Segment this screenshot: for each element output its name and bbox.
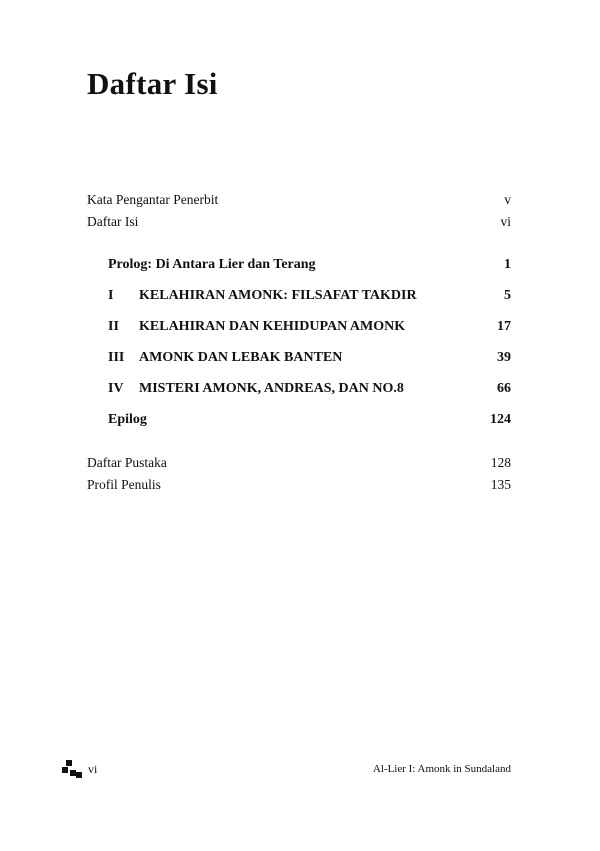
toc-entry-page: 128 (490, 455, 511, 470)
toc-entry-page: 1 (504, 257, 511, 272)
publisher-logo-icon (62, 760, 82, 778)
toc-entry-label: Daftar Pustaka (87, 455, 167, 470)
toc-entry-chapter-1[interactable] (108, 280, 511, 311)
toc-entry-page: vi (500, 214, 511, 229)
toc-entry-chapter-4[interactable] (108, 373, 511, 404)
chapter-number: I (108, 288, 114, 303)
chapter-number: III (108, 350, 125, 365)
toc-entry-page: v (504, 192, 511, 207)
chapter-number: IV (108, 381, 124, 396)
toc-entry-label: AMONK DAN LEBAK BANTEN (139, 350, 343, 365)
front-matter-list (87, 189, 511, 233)
toc-entry-label: KELAHIRAN AMONK: FILSAFAT TAKDIR (139, 288, 417, 303)
toc-entry-epilog[interactable] (108, 404, 511, 435)
toc-entry-page: 66 (497, 381, 511, 396)
toc-entry-page: 39 (497, 350, 511, 365)
toc-entry-page: 124 (490, 412, 511, 427)
back-matter-list (87, 452, 511, 496)
chapter-list (108, 249, 511, 435)
toc-entry-label: KELAHIRAN DAN KEHIDUPAN AMONK (139, 319, 406, 334)
toc-entry-page: 17 (497, 319, 511, 334)
toc-entry-profil-penulis[interactable] (87, 474, 511, 496)
toc-entry-chapter-2[interactable] (108, 311, 511, 342)
toc-entry-label: MISTERI AMONK, ANDREAS, DAN NO.8 (139, 381, 404, 396)
toc-entry-label: Epilog (108, 412, 147, 427)
toc-entry-label: Profil Penulis (87, 477, 161, 492)
toc-entry-label: Prolog: Di Antara Lier dan Terang (108, 257, 316, 272)
toc-entry-chapter-3[interactable] (108, 342, 511, 373)
page-number: vi (88, 761, 98, 776)
toc-entry-page: 5 (504, 288, 511, 303)
toc-entry-kata-pengantar[interactable] (87, 189, 511, 211)
toc-entry-page: 135 (490, 477, 511, 492)
page-footer (62, 760, 511, 778)
page-title: Daftar Isi (87, 66, 218, 101)
running-title: Al-Lier I: Amonk in Sundaland (372, 763, 511, 775)
chapter-number: II (108, 319, 119, 334)
toc-entry-daftar-isi[interactable] (87, 211, 511, 233)
toc-entry-daftar-pustaka[interactable] (87, 452, 511, 474)
toc-entry-label: Daftar Isi (87, 214, 139, 229)
toc-entry-label: Kata Pengantar Penerbit (87, 192, 219, 207)
toc-entry-prolog[interactable] (108, 249, 511, 280)
